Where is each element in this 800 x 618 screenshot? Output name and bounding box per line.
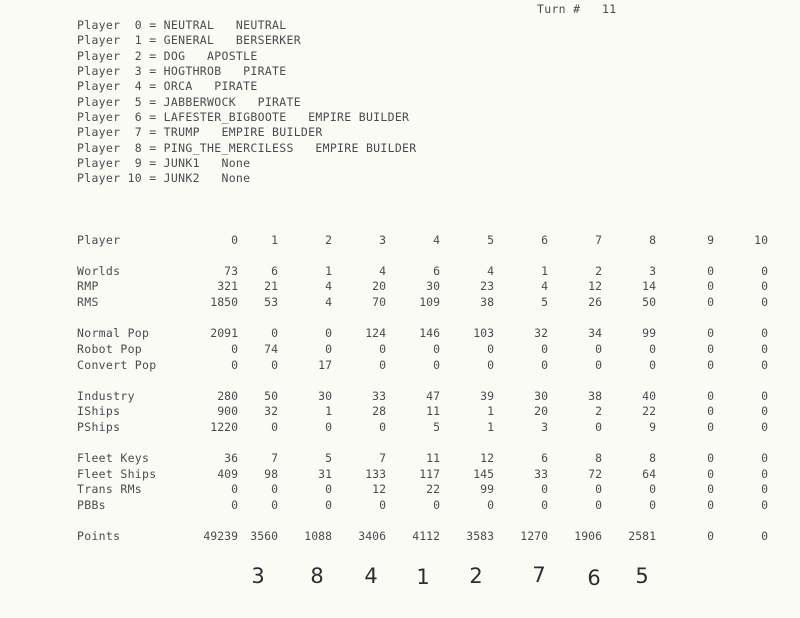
table-cell: 1 — [541, 264, 548, 278]
table-cell: 0 — [271, 358, 278, 372]
table-cell: 0 — [271, 420, 278, 434]
handwritten-rank: 5 — [635, 564, 649, 588]
table-cell: 70 — [372, 295, 386, 309]
row-label: Fleet Ships — [77, 467, 157, 481]
table-cell: 0 — [649, 498, 656, 512]
table-cell: 11 — [426, 404, 440, 418]
table-cell: 6 — [541, 451, 548, 465]
column-header: 6 — [541, 233, 548, 247]
row-label: Robot Pop — [77, 342, 143, 356]
column-header: 5 — [487, 233, 494, 247]
table-cell: 4 — [541, 279, 548, 293]
column-header: 10 — [754, 233, 768, 247]
table-cell: 0 — [271, 482, 278, 496]
table-cell: 73 — [224, 264, 238, 278]
player-entry: Player 2 = DOG APOSTLE — [77, 48, 258, 63]
column-header: 4 — [433, 233, 440, 247]
table-cell: 0 — [707, 467, 714, 481]
row-label: RMP — [77, 279, 99, 293]
table-cell: 20 — [534, 404, 548, 418]
table-cell: 1 — [487, 420, 494, 434]
table-cell: 0 — [707, 529, 714, 543]
row-label: Points — [77, 529, 121, 543]
table-cell: 32 — [264, 404, 278, 418]
table-cell: 5 — [433, 420, 440, 434]
table-cell: 0 — [541, 358, 548, 372]
table-cell: 40 — [642, 389, 656, 403]
row-label: RMS — [77, 295, 99, 309]
table-cell: 21 — [264, 279, 278, 293]
table-cell: 30 — [426, 279, 440, 293]
table-cell: 2 — [595, 404, 602, 418]
table-cell: 0 — [231, 358, 238, 372]
table-cell: 14 — [642, 279, 656, 293]
table-cell: 0 — [379, 358, 386, 372]
player-entry: Player 3 = HOGTHROB PIRATE — [77, 64, 287, 79]
table-cell: 2 — [595, 264, 602, 278]
table-cell: 0 — [595, 358, 602, 372]
table-cell: 0 — [649, 342, 656, 356]
table-cell: 4 — [325, 295, 332, 309]
column-header: 9 — [707, 233, 714, 247]
row-label: Trans RMs — [77, 482, 143, 496]
table-cell: 20 — [372, 279, 386, 293]
table-cell: 7 — [379, 451, 386, 465]
table-cell: 0 — [325, 420, 332, 434]
table-cell: 0 — [379, 342, 386, 356]
table-cell: 3 — [649, 264, 656, 278]
column-header: 2 — [325, 233, 332, 247]
table-cell: 4112 — [412, 529, 440, 543]
table-cell: 30 — [318, 389, 332, 403]
table-cell: 3583 — [466, 529, 494, 543]
table-cell: 30 — [534, 389, 548, 403]
table-cell: 0 — [231, 498, 238, 512]
table-cell: 0 — [761, 358, 768, 372]
table-cell: 145 — [473, 467, 494, 481]
table-cell: 99 — [642, 326, 656, 340]
table-cell: 0 — [433, 342, 440, 356]
table-cell: 0 — [707, 420, 714, 434]
table-cell: 1 — [325, 404, 332, 418]
table-cell: 0 — [707, 482, 714, 496]
table-cell: 0 — [379, 420, 386, 434]
column-header: 1 — [271, 233, 278, 247]
player-entry: Player 10 = JUNK2 None — [77, 171, 251, 186]
table-cell: 33 — [534, 467, 548, 481]
table-cell: 33 — [372, 389, 386, 403]
player-entry: Player 0 = NEUTRAL NEUTRAL — [77, 18, 287, 32]
column-header: 3 — [379, 233, 386, 247]
table-cell: 1 — [325, 264, 332, 278]
table-cell: 133 — [365, 467, 386, 481]
table-cell: 0 — [325, 482, 332, 496]
table-cell: 0 — [433, 498, 440, 512]
handwritten-rank: 3 — [251, 564, 265, 588]
table-cell: 8 — [595, 451, 602, 465]
table-cell: 900 — [217, 404, 238, 418]
table-cell: 0 — [761, 264, 768, 278]
table-cell: 0 — [761, 404, 768, 418]
table-cell: 23 — [480, 279, 494, 293]
table-cell: 39 — [480, 389, 494, 403]
table-cell: 53 — [264, 295, 278, 309]
table-cell: 0 — [707, 358, 714, 372]
table-cell: 0 — [761, 326, 768, 340]
table-cell: 321 — [217, 279, 238, 293]
table-cell: 7 — [271, 451, 278, 465]
handwritten-rank: 2 — [469, 564, 483, 588]
table-cell: 2581 — [628, 529, 656, 543]
handwritten-rank: 8 — [310, 564, 324, 588]
table-cell: 50 — [264, 389, 278, 403]
table-cell: 12 — [372, 482, 386, 496]
player-entry: Player 8 = PING_THE_MERCILESS EMPIRE BUILDER — [77, 140, 417, 155]
table-cell: 6 — [433, 264, 440, 278]
handwritten-rank: 1 — [416, 565, 430, 589]
table-cell: 0 — [707, 498, 714, 512]
table-cell: 0 — [707, 404, 714, 418]
table-cell: 1270 — [520, 529, 548, 543]
table-cell: 32 — [534, 326, 548, 340]
row-label: Worlds — [77, 264, 121, 278]
table-cell: 0 — [761, 529, 768, 543]
player-entry: Player 1 = GENERAL BERSERKER — [77, 33, 301, 48]
table-cell: 72 — [588, 467, 602, 481]
table-cell: 6 — [271, 264, 278, 278]
table-cell: 1850 — [210, 295, 238, 309]
table-cell: 0 — [231, 482, 238, 496]
handwritten-rank: 6 — [587, 566, 601, 590]
table-cell: 38 — [588, 389, 602, 403]
table-cell: 1906 — [574, 529, 602, 543]
table-cell: 0 — [487, 358, 494, 372]
table-cell: 1 — [487, 404, 494, 418]
table-cell: 22 — [642, 404, 656, 418]
table-cell: 49239 — [203, 529, 238, 543]
row-label: Fleet Keys — [77, 451, 150, 465]
column-header: 7 — [595, 233, 602, 247]
table-cell: 0 — [595, 498, 602, 512]
table-cell: 0 — [325, 326, 332, 340]
table-cell: 280 — [217, 389, 238, 403]
table-cell: 1220 — [210, 420, 238, 434]
table-cell: 0 — [595, 420, 602, 434]
table-cell: 103 — [473, 326, 494, 340]
table-cell: 17 — [318, 358, 332, 372]
table-cell: 0 — [707, 264, 714, 278]
player-entry: Player 5 = JABBERWOCK PIRATE — [77, 94, 301, 109]
table-cell: 0 — [649, 358, 656, 372]
table-cell: 3406 — [358, 529, 386, 543]
table-cell: 9 — [649, 420, 656, 434]
table-cell: 0 — [649, 482, 656, 496]
table-cell: 0 — [761, 389, 768, 403]
table-cell: 2091 — [210, 326, 238, 340]
table-cell: 38 — [480, 295, 494, 309]
table-cell: 36 — [224, 451, 238, 465]
table-cell: 0 — [761, 279, 768, 293]
player-entry: Player 7 = TRUMP EMPIRE BUILDER — [77, 125, 323, 140]
table-cell: 99 — [480, 482, 494, 496]
row-label: PBBs — [77, 498, 106, 512]
table-cell: 4 — [379, 264, 386, 278]
table-cell: 0 — [707, 326, 714, 340]
table-cell: 0 — [271, 326, 278, 340]
table-cell: 8 — [649, 451, 656, 465]
table-cell: 0 — [761, 482, 768, 496]
table-cell: 0 — [231, 342, 238, 356]
turn-number: Turn # 11 — [537, 2, 617, 16]
column-header: 8 — [649, 233, 656, 247]
table-cell: 26 — [588, 295, 602, 309]
handwritten-rank: 7 — [532, 563, 546, 587]
player-list — [77, 18, 417, 187]
table-cell: 0 — [379, 498, 386, 512]
table-cell: 0 — [761, 451, 768, 465]
table-cell: 1088 — [304, 529, 332, 543]
player-entry: Player 9 = JUNK1 None — [77, 156, 251, 171]
table-cell: 0 — [707, 342, 714, 356]
player-entry: Player 6 = LAFESTER_BIGBOOTE EMPIRE BUILDER — [77, 110, 410, 125]
table-cell: 31 — [318, 467, 332, 481]
handwritten-rank: 4 — [364, 564, 378, 588]
row-label: Industry — [77, 389, 135, 403]
table-cell: 0 — [487, 498, 494, 512]
table-cell: 409 — [217, 467, 238, 481]
table-cell: 0 — [707, 451, 714, 465]
table-cell: 64 — [642, 467, 656, 481]
table-cell: 0 — [541, 342, 548, 356]
table-cell: 74 — [264, 342, 278, 356]
table-cell: 124 — [365, 326, 386, 340]
table-cell: 4 — [487, 264, 494, 278]
table-cell: 12 — [480, 451, 494, 465]
table-cell: 0 — [707, 279, 714, 293]
row-label: IShips — [77, 404, 121, 418]
table-cell: 146 — [419, 326, 440, 340]
table-cell: 22 — [426, 482, 440, 496]
table-cell: 98 — [264, 467, 278, 481]
table-cell: 0 — [541, 482, 548, 496]
table-cell: 5 — [325, 451, 332, 465]
table-cell: 109 — [419, 295, 440, 309]
row-label: Convert Pop — [77, 358, 157, 372]
table-cell: 0 — [707, 295, 714, 309]
table-cell: 3560 — [250, 529, 278, 543]
table-cell: 0 — [325, 342, 332, 356]
table-cell: 0 — [707, 389, 714, 403]
table-cell: 117 — [419, 467, 440, 481]
table-cell: 47 — [426, 389, 440, 403]
table-cell: 0 — [761, 467, 768, 481]
table-cell: 0 — [595, 482, 602, 496]
table-cell: 4 — [325, 279, 332, 293]
table-cell: 12 — [588, 279, 602, 293]
table-cell: 34 — [588, 326, 602, 340]
table-cell: 0 — [433, 358, 440, 372]
table-cell: 5 — [541, 295, 548, 309]
player-entry: Player 4 = ORCA PIRATE — [77, 79, 258, 94]
table-cell: 3 — [541, 420, 548, 434]
table-cell: 0 — [325, 498, 332, 512]
table-cell: 0 — [761, 420, 768, 434]
table-cell: 28 — [372, 404, 386, 418]
row-label: Normal Pop — [77, 326, 150, 340]
table-cell: 0 — [761, 342, 768, 356]
table-cell: 0 — [761, 295, 768, 309]
table-header-label: Player — [77, 233, 121, 247]
column-header: 0 — [231, 233, 238, 247]
table-cell: 11 — [426, 451, 440, 465]
row-label: PShips — [77, 420, 121, 434]
table-cell: 0 — [595, 342, 602, 356]
table-cell: 0 — [761, 498, 768, 512]
table-cell: 50 — [642, 295, 656, 309]
table-cell: 0 — [271, 498, 278, 512]
table-cell: 0 — [541, 498, 548, 512]
table-cell: 0 — [487, 342, 494, 356]
